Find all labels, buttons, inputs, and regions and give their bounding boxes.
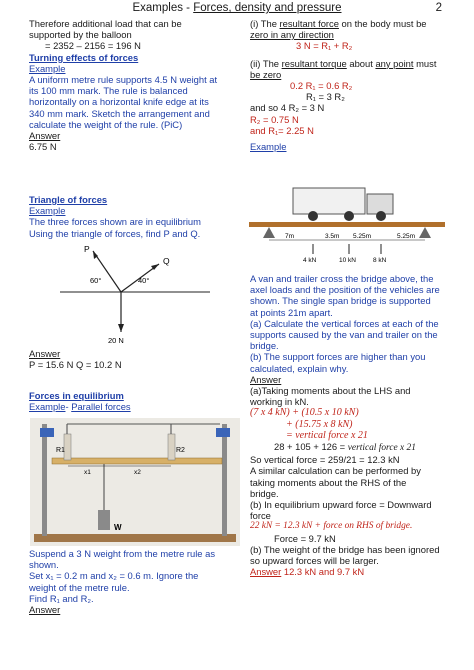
- equil-answer-label: Answer: [29, 604, 61, 616]
- triangle-text-2: Using the triangle of forces, find P and Q.: [29, 227, 201, 239]
- left-support: [263, 227, 275, 238]
- right-support: [419, 227, 431, 238]
- i-text-b: resultant force: [279, 18, 339, 29]
- bridge-text-9: calculated, explain why.: [250, 362, 349, 374]
- newton-meter-right: [168, 434, 175, 460]
- force-rhs: Force = 9.7 kN: [274, 532, 336, 544]
- triangle-answer-value: P = 15.6 N Q = 10.2 N: [29, 359, 122, 371]
- ii-equation-3: and so 4 R₂ = 3 N: [250, 102, 325, 114]
- label-r2: R2: [176, 447, 185, 454]
- turning-text-3: horizontally on a horizontal knife edge at its: [29, 96, 209, 108]
- bridge-text-7: bridge.: [250, 340, 279, 352]
- van-cab: [367, 194, 393, 214]
- ii-text-e: must: [413, 57, 437, 69]
- i-text-a: (i) The: [250, 18, 280, 29]
- equil-text-5: Find R₁ and R₂.: [29, 592, 94, 604]
- balloon-line-1: Therefore additional load that can be: [29, 18, 182, 29]
- weight-arrowhead: [118, 324, 124, 332]
- triangle-heading: Triangle of forces: [29, 194, 108, 205]
- rig-background: [30, 418, 240, 546]
- triangle-text-1: The three forces shown are in equilibrium: [29, 216, 201, 228]
- ii-equation-1: 0.2 R₁ = 0.6 R₂: [290, 80, 353, 92]
- bridge-text-1: A van and trailer cross the bridge above, the: [250, 273, 434, 284]
- right-column: [250, 18, 450, 152]
- eq-22kn: 22 kN = 12.3 kN + force on RHS of bridge.: [250, 521, 413, 532]
- ignored-2: so upward forces will be larger.: [250, 555, 379, 567]
- dim-5-25m-a: 5.25m: [353, 233, 372, 240]
- label-q: Q: [163, 256, 170, 266]
- triangle-section: [29, 194, 245, 239]
- label-r1: R1: [56, 447, 65, 454]
- triangle-example-label: Example: [29, 205, 66, 217]
- turning-answer: 6.75 N: [29, 141, 57, 153]
- right-clamp: [216, 428, 230, 437]
- header-prefix: Examples -: [132, 2, 194, 14]
- dim-7m: 7m: [285, 233, 295, 240]
- left-stand: [42, 424, 47, 536]
- final-answer-label: Answer: [250, 566, 282, 578]
- equilib-1: (b) In equilibrium upward force = Downward: [250, 499, 432, 511]
- angle-40: 40°: [138, 276, 150, 285]
- label-x1: x1: [84, 469, 91, 476]
- turning-text-4: 340 mm mark. Sketch the arrangement and: [29, 107, 210, 119]
- bridge-text: [250, 273, 450, 577]
- triangle-answer: [29, 348, 245, 370]
- turning-answer-label: Answer: [29, 130, 61, 142]
- parallel-forces-rig: [30, 418, 240, 546]
- similar-3: bridge.: [250, 487, 279, 499]
- answer-a-2: working in kN.: [250, 396, 309, 408]
- math-line-1: (7 x 4 kN) + (10.5 x 10 kN): [250, 407, 359, 419]
- balloon-result: = 2352 – 2156 = 196 N: [45, 40, 141, 52]
- i-equation: 3 N = R₁ + R₂: [296, 40, 353, 52]
- metre-rule: [52, 458, 222, 464]
- bench-base: [34, 534, 236, 542]
- turning-example-label: Example: [29, 62, 66, 74]
- equilibrium-heading: Forces in equilibrium: [29, 390, 124, 401]
- vertical-force-result: So vertical force = 259/21 = 12.3 kN: [250, 454, 400, 466]
- equilib-2: force: [250, 510, 271, 522]
- i-text-c: on the body must be: [338, 18, 427, 29]
- bridge-answer-label: Answer: [250, 373, 282, 385]
- trailer-body: [293, 188, 365, 214]
- bridge-text-4: at points 21m apart.: [250, 306, 333, 318]
- turning-text-1: A uniform metre rule supports 4.5 N weight at: [29, 74, 218, 86]
- balloon-line-2: supported by the balloon: [29, 29, 132, 41]
- equilibrium-example-label: Example: [29, 401, 66, 413]
- final-answer: 12.3 kN and 9.7 kN: [283, 566, 365, 578]
- equilibrium-section: Forces in equilibrium Example- Parallel forces: [29, 390, 245, 412]
- equil-text-1: Suspend a 3 N weight from the metre rule as: [29, 548, 216, 559]
- bridge-text-5: (a) Calculate the vertical forces at each of the: [250, 317, 439, 329]
- trailer-wheel-2: [344, 211, 354, 221]
- trailer-wheel-1: [308, 211, 318, 221]
- equil-text-4: weight of the metre rule.: [29, 581, 130, 593]
- header-title: Forces, density and pressure: [193, 2, 342, 14]
- ii-text-c: about: [346, 57, 376, 69]
- triangle-answer-label: Answer: [29, 348, 61, 359]
- ignored-1: (b) The weight of the bridge has been ignored: [250, 543, 440, 555]
- hanging-weight: [98, 510, 110, 530]
- bridge-deck: [249, 222, 445, 227]
- newton-meter-left: [64, 434, 71, 460]
- right-stand: [222, 424, 227, 536]
- turning-heading: Turning effects of forces: [29, 51, 139, 63]
- equil-text-3: Set x₁ = 0.2 m and x₂ = 0.6 m. Ignore the: [29, 570, 199, 582]
- label-20n: 20 N: [108, 336, 124, 345]
- ii-text-a: (ii) The: [250, 57, 282, 69]
- load-8kn: 8 kN: [373, 257, 387, 264]
- force-p-line: [93, 251, 121, 292]
- turning-text-2: its 100 mm mark. The rule is balanced: [29, 85, 188, 97]
- bridge-example-label: Example: [250, 141, 287, 153]
- dim-5-25m-b: 5.25m: [397, 233, 416, 240]
- bridge-text-2: axel loads and the position of the vehicles are: [250, 284, 440, 296]
- ii-text-f: be zero: [250, 68, 282, 80]
- load-4kn: 4 kN: [303, 257, 317, 264]
- similar-2: taking moments about the RHS of the: [250, 476, 407, 488]
- answer-a-1: (a)Taking moments about the LHS and: [250, 385, 411, 397]
- ii-text-b: resultant torque: [281, 57, 347, 69]
- i-text-d: zero in any direction: [250, 29, 334, 41]
- angle-60: 60°: [90, 276, 102, 285]
- label-p: P: [84, 244, 90, 254]
- ii-text-d: any point: [375, 57, 414, 69]
- bridge-text-6: supports caused by the van and trailer on the: [250, 329, 438, 341]
- bridge-text-8: (b) The support forces are higher than you: [250, 351, 426, 363]
- label-w: W: [114, 523, 122, 532]
- ii-equation-2: R₁ = 3 R₂: [306, 91, 345, 103]
- ii-r2: R₂ = 0.75 N: [250, 113, 299, 125]
- bridge-diagram: [249, 186, 445, 270]
- load-10kn: 10 kN: [339, 257, 356, 264]
- page-number: 2: [435, 2, 442, 14]
- equil-text-2: shown.: [29, 559, 59, 571]
- left-clamp: [40, 428, 54, 437]
- ii-r1: and R₁= 2.25 N: [250, 124, 314, 136]
- van-wheel: [376, 211, 386, 221]
- dim-3-5m: 3.5m: [325, 233, 340, 240]
- math-line-3: = vertical force x 21: [286, 429, 368, 441]
- turning-text-5: calculate the weight of the rule. (PiC): [29, 118, 183, 130]
- label-x2: x2: [134, 469, 141, 476]
- similar-1: A similar calculation can be performed by: [250, 465, 421, 477]
- sum-head: 28 + 105 + 126 =: [274, 441, 348, 453]
- equilibrium-text: [29, 548, 245, 615]
- force-diagram: [60, 240, 220, 346]
- left-column: [29, 18, 245, 152]
- page-header: [0, 2, 474, 14]
- equilibrium-sub: Parallel forces: [71, 401, 131, 413]
- bridge-text-3: shown. The single span bridge is supported: [250, 295, 431, 307]
- sum-tail: vertical force x 21: [347, 443, 416, 454]
- math-line-2: + (15.75 x 8 kN): [286, 418, 353, 430]
